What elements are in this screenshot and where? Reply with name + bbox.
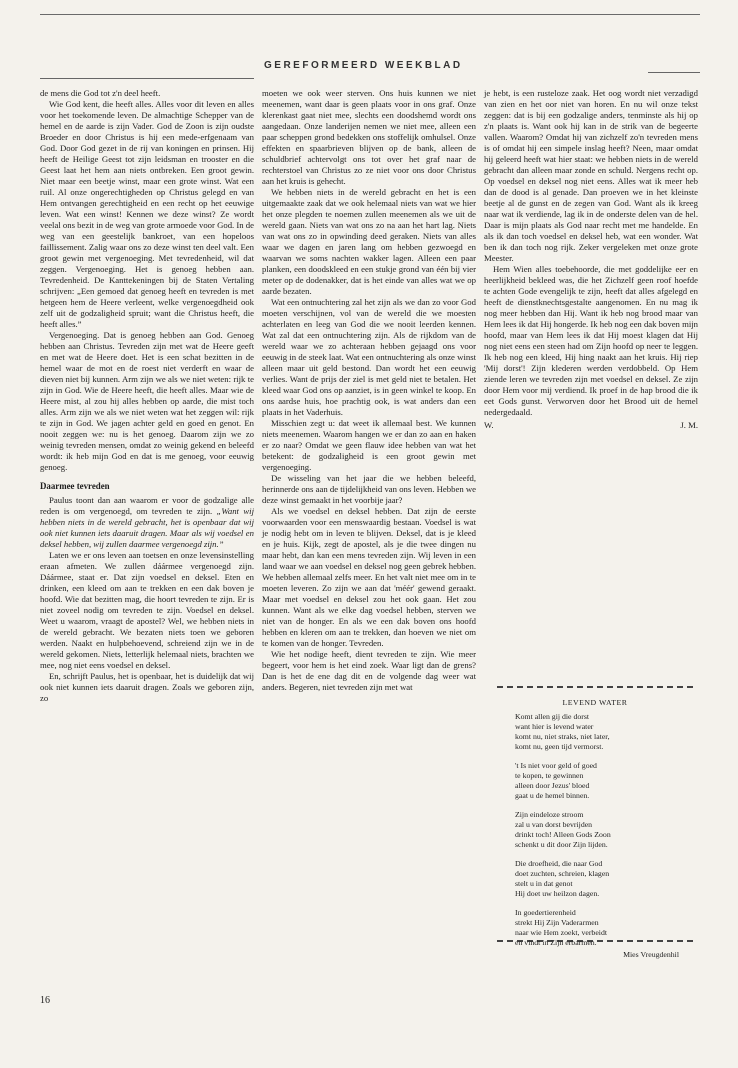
paragraph: Als we voedsel en deksel hebben. Dat zijn de eerste voorwaarden voor een menswaardig bestaan. Voedsel is wat je nodig hebt om in leven te blijven. Deksel, dat is je kleed en je huis. Kijk, zegt de apostel, als je die twee dingen nu maar hebt, dan kan een mens tevreden zijn. Wij leven in een land waar we aan voedsel en deksel nog geen gebrek hebben. We hebben allemaal zelfs meer. En het valt niet mee om in te moeten leveren. Zo zijn we aan dat 'méér' gewend geraakt. Maar met voedsel en deksel zou het ook gaan. Het zou kunnen. Want als we elke dag voedsel hebben, sterven we niet van de honger. En als we een dak boven ons hoofd hebben en kleren om aan te trekken, dan hoeven we niet om te komen van de honger. Tevreden. <box>262 506 476 648</box>
poem-line: Hij doet uw heilzon dagen. <box>515 889 600 898</box>
paragraph: je hebt, is een rusteloze zaak. Het oog wordt niet verzadigd van zien en het oor niet van horen. En nu wil onze tekst zeggen: dat is bij een godzalige anders, tenminste als hij op z'n plaats is. Want ook hij kan in de strik van de begeerte vallen. Waarom? Omdat hij van zichzelf zo'n tevreden mens is of omdat hij een simpele inslag heeft? Neen, maar omdat hij geleerd heeft wat hier staat: we hebben niets in de wereld gebracht dan alleen maar zonde en schuld. Nergens recht op. Op voedsel en deksel nog niet eens. Alles wat ik meer heb dan de dood is al genade. Dan proeven we in het kleinste beetje al de gunst en de zegen van God. Want als ik kreeg naar wat ik verdiende, lag ik in de onderste delen van de hel. Daar is mijn plaats als God naar recht met me handelde. En als ik dan toch voedsel en deksel heb, wat een wonder. Wat ben ik dan toch nog rijk. Zeker vergeleken met onze grote Meester. <box>484 88 698 263</box>
poem-line: stelt u in dat genot <box>515 879 573 888</box>
poem-title: LEVEND WATER <box>562 698 628 707</box>
article-signoff <box>484 420 698 431</box>
paragraph: Laten we er ons leven aan toetsen en onze levensinstelling eraan afmeten. We zullen dáármee vergenoegd zijn. Dáármee, staat er. Dat zijn voedsel en deksel. Eten en drinken, een kleed om aan te trekken en een dak boven je hoofd. Wie dat bezitten mag, die hoort tevreden te zijn. Er is niet zoveel nodig om tevreden te zijn. Voedsel en deksel. Weet u waarom, vraagt de apostel? Wel, we hebben niets in de wereld gebracht. We bezaten niets toen we geboren werden. Naakt en hulpbehoevend, schreiend zijn we in de wereld gekomen. Niets, letterlijk helemaal niets, brachten we mee, nog niet eens voedsel en deksel. <box>40 550 254 670</box>
header-rule-right <box>648 72 700 73</box>
paragraph: Misschien zegt u: dat weet ik allemaal best. We kunnen niets meenemen. Waarom hangen we er dan zo aan en haken er zo naar? Omdat we geen flauw idee hebben van wat het betekent: de godzaligheid is een groot gewin met vergenoeging. <box>262 418 476 472</box>
poem-line: strekt Hij Zijn Vaderarmen <box>515 918 599 927</box>
paragraph: Wie het nodige heeft, dient tevreden te zijn. Wie meer begeert, voor hem is het eind zoek. Waar ligt dan de grens? Dan is het de ene dag dit en de volgende dag weer wat anders. Begeren, niet tevreden zijn met wat <box>262 649 476 692</box>
page-header-title: GEREFORMEERD WEEKBLAD <box>264 60 463 71</box>
paragraph: Hem Wien alles toebehoorde, die met goddelijke eer en heerlijkheid bekleed was, die het Zichzelf geen roof hoefde te achten Gode evengelijk te zijn, heeft dat alles afgelegd en heeft de dienstknechtsgestalte aangenomen. En nu mag ik nog meer hebben dan Hij. Want ik heb nog brood maar van Hem lees ik dat Hij hongerde. Ik heb nog een dak boven mijn hoofd, maar van Hem lees ik dat Hij moest klagen dat Hij nog niet eens een steen had om Zijn hoofd op neer te leggen. Ik heb nog een kleed, Hij hing naakt aan het kruis. Hij riep 'Mij dorst'! Zijn klederen werden verdobbeld. Op Hem ziende leren we tevreden zijn met voedsel en deksel. Ze zijn door Hem voor mij verdiend. Ik proef in de hap brood die ik eet Gods gunst. Verworven door het Brood uit de hemel nedergedaald. <box>484 264 698 417</box>
poem-line: komt nu, niet straks, niet later, <box>515 732 610 741</box>
page-number: 16 <box>40 995 50 1006</box>
section-intro: Paulus toont dan aan waarom er voor de godzalige alle reden is om vergenoegd, om tevreden te zijn. <box>40 495 254 516</box>
paragraph: Wat een ontnuchtering zal het zijn als we dan zo voor God moeten verschijnen, vol van de wereld die we moesten achterlaten en leeg van God die we nooit leerden kennen. Wat zal dat een ontnuchtering zijn. Als de rijkdom van de wereld waar we zo achteraan hebben gejaagd ons voor eeuwig in de steek laat. Wat een ontnuchtering als onze winst alleen maar uit geld bestond. Dan wordt het een eeuwig verlies. Want de prijs der ziel is met geld niet te betalen. Het kleed waar God ons op aanziet, is in geen winkel te koop. En ons aardse huis, hoe prachtig ook, is wat anders dan een plaats in het Vaderhuis. <box>262 297 476 417</box>
poem-line: Die droefheid, die naar God <box>515 859 603 868</box>
signoff-initial: W. <box>484 420 494 430</box>
paragraph: moeten we ook weer sterven. Ons huis kunnen we niet meenemen, want daar is geen plaats voor in ons graf. Onze klerenkast gaat niet mee, slechts een doodshemd wordt ons aangedaan. Onze landerijen nemen we niet mee, alleen een paar scheppen grond bedekken ons stoffelijk omhulsel. Onze effekten en spaarbrieven blijven op de bank, alleen de schuldbrief achtervolgt ons tot over het graf naar de rechterstoel van Christus zo ze niet voor ons door Christus aan het kruis is gehecht. <box>262 88 476 186</box>
poem-line: Komt allen gij die dorst <box>515 712 590 721</box>
section-heading: Daarmee tevreden <box>40 481 110 491</box>
paragraph: Wie God kent, die heeft alles. Alles voor dit leven en alles voor het toekomende leven. De almachtige Schepper van de hemel en de aarde is zijn Vader. God de Zoon is zijn oudste Broeder en door Christus is hij een mede-erfgenaam van God. Door God gezet in de rij van koningen en prinsen. Hij heeft de Heilige Geest tot zijn leidsman en trooster en die Geest laat het hem aan niets ontbreken. Een groot gewin. Niet maar een beetje winst, maar een grote winst. Wat een ruil. Al onze ongerechtigheden op Christus gelegd en van Hem ontvangen gerechtigheid en een recht op het eeuwige leven. Wat een winst! Kennen we deze winst? Ze wordt veelal ons bezit in de weg van grote armoede voor God. In de weg van een geestelijk bankroet, van een hopeloos faillissement. Zalig waar ons zo deze winst ten deel valt. Een groot gewin met vergenoeging. Met tevredenheid, wil dat zeggen. Vergenoeging. Het is genoeg hebben aan. Tevredenheid. De Kanttekeningen bij de Staten Vertaling schrijven: „Een gemoed dat genoeg heeft en tevreden is met hetgeen hem de Heere verleent, welke vergenoegdheid ook zelf uit de godzaligheid spruit; want die Christus heeft, die heeft alles.” <box>40 99 254 329</box>
poem-stanza <box>515 810 693 850</box>
poem-line: naar wie Hem zoekt, verbeidt <box>515 928 608 937</box>
poem-line: en vindt in Zijn erbarmen. <box>515 938 597 947</box>
left-column <box>40 88 254 704</box>
poem-stanza <box>515 712 693 752</box>
poem-box <box>497 686 693 959</box>
header-rule-left <box>40 78 254 79</box>
paragraph: De wisseling van het jaar die we hebben beleefd, herinnerde ons aan de tijdelijkheid van ons leven. Hebben we deze winst gemaakt in het voorbije jaar? <box>262 473 476 505</box>
poem-stanza <box>515 859 693 899</box>
paragraph: Vergenoeging. Dat is genoeg hebben aan God. Genoeg hebben aan Christus. Tevreden zijn met wat de Heere geeft en met wat de Heere doet. Het is een schat bezitten in de hemel waar de mot en de roest niet verderft en waar de dieven niet bij kunnen. Arm zijn we als we niet weten: rijk te zijn in God. Wie de Heere heeft, die heeft alles. Maar wie de Heere mist, al zou hij alles hebben op aarde, die mist toch alles. Arm zijn we als we niet weten wat het zeggen wil: rijk te zijn in God. We jagen achter geld en goed en genot. En nooit zeggen we: nu is het genoeg. Daarom zijn we zo weinig tevreden mensen, omdat zo weinig gekend en beleefd wordt: ik heb mijn God en dat is me genoeg, voor eeuwig genoeg. <box>40 330 254 472</box>
poem-line: gaat u de hemel binnen. <box>515 791 590 800</box>
paragraph: de mens die God tot z'n deel heeft. <box>40 88 161 98</box>
poem-line: drinkt toch! Alleen Gods Zoon <box>515 830 611 839</box>
poem-line: alleen door Jezus' bloed <box>515 781 590 790</box>
poem-line: te kopen, te gewinnen <box>515 771 584 780</box>
paragraph <box>40 495 254 550</box>
poem-stanza <box>515 761 693 801</box>
paragraph: En, schrijft Paulus, het is openbaar, het is duidelijk dat wij ook niet kunnen iets daaruit dragen. Zoals we geboren zijn, zo <box>40 671 254 703</box>
middle-column <box>262 88 476 693</box>
poem-line: zal u van dorst bevrijden <box>515 820 593 829</box>
poem-stanza <box>515 908 693 948</box>
paragraph: We hebben niets in de wereld gebracht en het is een uitgemaakte zaak dat we ook helemaal niets van wat we hier het onze plegden te noemen zullen meenemen als we uit de wereld gaan. Niets van wat ons zo na aan het hart lag. Niets van wat ons zo in opwinding deed geraken. Niets van alles waar we dagen en jaren lang om hebben gezwoegd en waarvan we soms nachten wakker lagen. Alleen een paar planken, een doodskleed en een stukje grond van één bij vier meter op de dodenakker, dat is het einde van alles wat we op aarde bezaten. <box>262 187 476 296</box>
poem-line: schenkt u dit door Zijn lijden. <box>515 840 608 849</box>
author-initials: J. M. <box>680 420 698 430</box>
poem-line: In goedertierenheid <box>515 908 576 917</box>
poem-line: komt nu, geen tijd vermorst. <box>515 742 604 751</box>
poem-author: Mies Vreugdenhil <box>623 950 679 959</box>
poem-line: Zijn eindeloze stroom <box>515 810 584 819</box>
right-column <box>484 88 698 431</box>
scripture-quote: „Want wij hebben niets in de wereld gebracht, het is openbaar dat wij ook niet kunnen iets daaruit dragen. Maar als wij voedsel en deksel hebben, wij zullen daarmee vergenoegd zijn.” <box>40 506 254 549</box>
poem-line: 't Is niet voor geld of goed <box>515 761 597 770</box>
poem-line: doet zuchten, schreien, klagen <box>515 869 610 878</box>
top-edge-rule <box>40 14 700 15</box>
poem-line: want hier is levend water <box>515 722 594 731</box>
